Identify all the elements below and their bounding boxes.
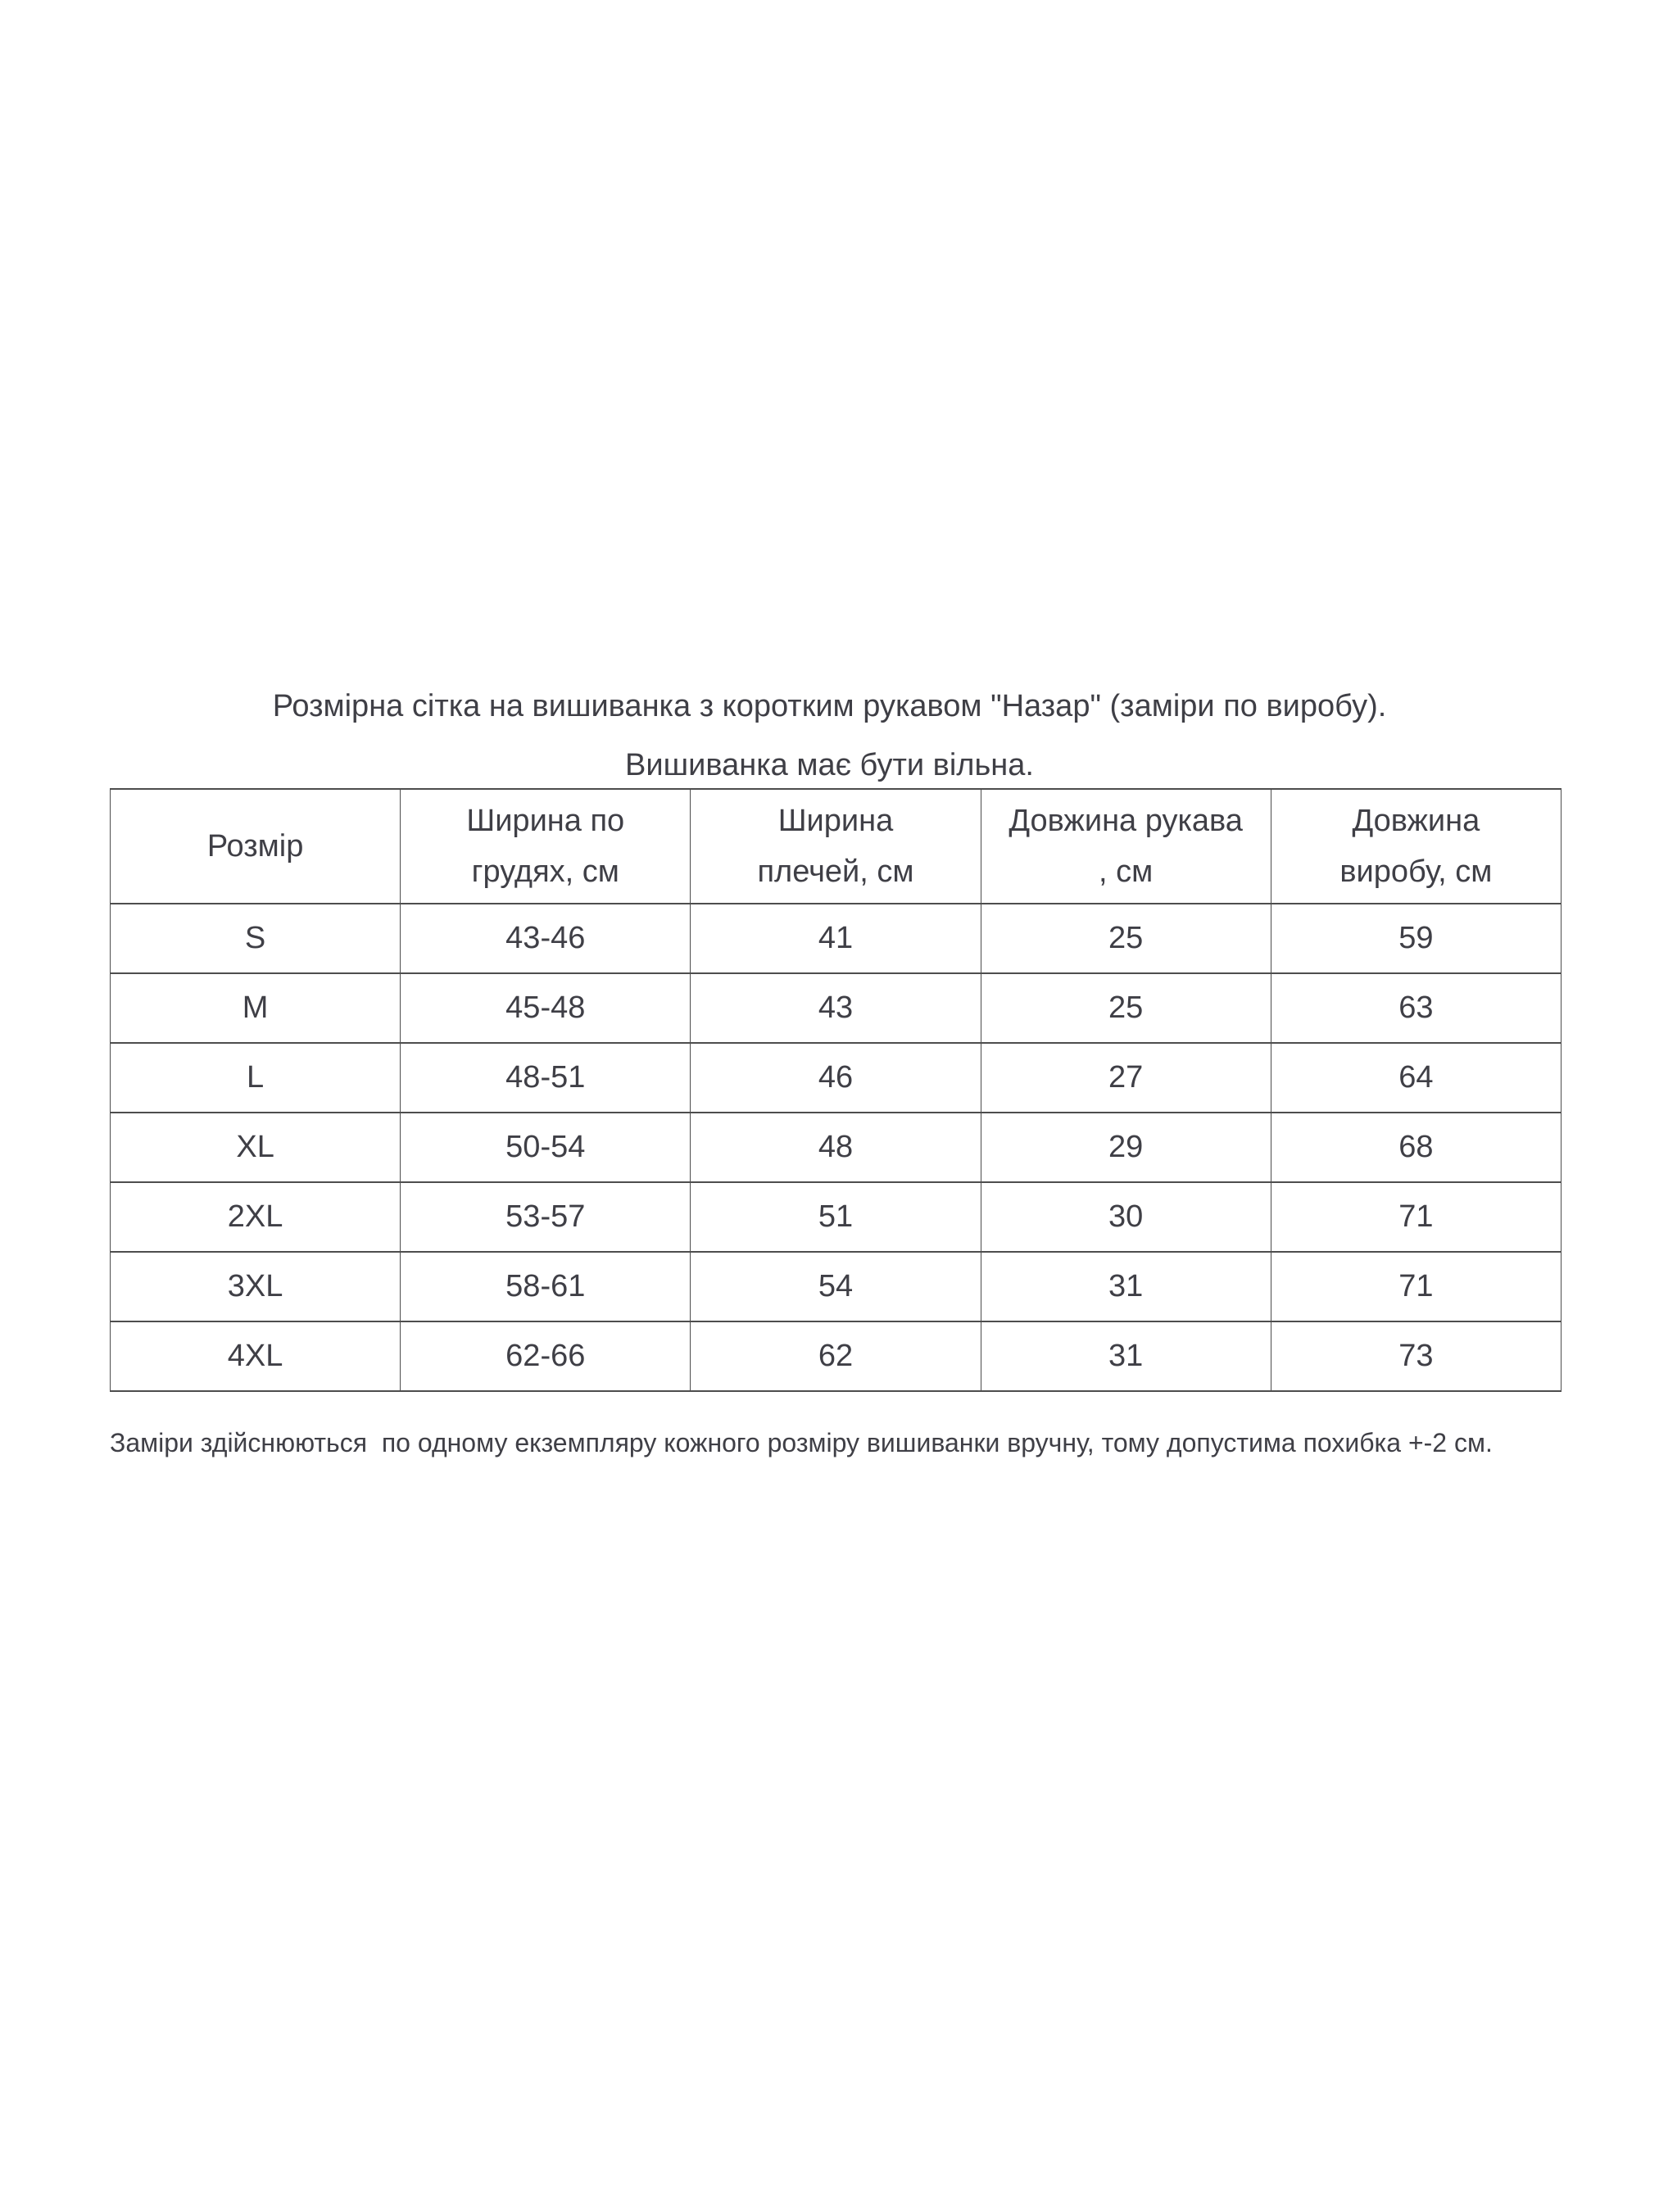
chest-cell: 62-66 bbox=[401, 1321, 691, 1391]
length-cell: 68 bbox=[1271, 1113, 1561, 1182]
length-cell: 71 bbox=[1271, 1252, 1561, 1321]
shoulders-cell: 41 bbox=[691, 904, 981, 973]
sleeve-cell: 31 bbox=[981, 1252, 1271, 1321]
shoulders-cell: 46 bbox=[691, 1043, 981, 1113]
chest-cell: 48-51 bbox=[401, 1043, 691, 1113]
length-cell: 64 bbox=[1271, 1043, 1561, 1113]
shoulders-cell: 51 bbox=[691, 1182, 981, 1252]
footnote: Заміри здійснюються по одному екземпляру кожного розміру вишиванки вручну, тому допустима похибка +-2 см. bbox=[110, 1428, 1493, 1457]
size-cell: 2XL bbox=[111, 1182, 401, 1252]
page-subtitle: Вишиванка має бути вільна. bbox=[625, 748, 1034, 782]
table-row-l bbox=[111, 1043, 1562, 1113]
chest-cell: 58-61 bbox=[401, 1252, 691, 1321]
shoulders-cell: 62 bbox=[691, 1321, 981, 1391]
table-row-s bbox=[111, 904, 1562, 973]
chest-cell: 45-48 bbox=[401, 973, 691, 1043]
size-chart-table bbox=[110, 788, 1562, 1392]
shoulders-cell: 43 bbox=[691, 973, 981, 1043]
length-cell: 59 bbox=[1271, 904, 1561, 973]
table-row-xl bbox=[111, 1113, 1562, 1182]
header-garment-length: Довжина виробу, см bbox=[1271, 789, 1561, 904]
sleeve-cell: 30 bbox=[981, 1182, 1271, 1252]
size-cell: XL bbox=[111, 1113, 401, 1182]
page-title: Розмірна сітка на вишиванка з коротким рукавом "Назар" (заміри по виробу). bbox=[272, 689, 1387, 723]
table-row-4xl bbox=[111, 1321, 1562, 1391]
length-cell: 71 bbox=[1271, 1182, 1561, 1252]
chest-cell: 50-54 bbox=[401, 1113, 691, 1182]
size-cell: M bbox=[111, 973, 401, 1043]
header-size-label: Розмір bbox=[206, 829, 304, 863]
length-cell: 63 bbox=[1271, 973, 1561, 1043]
size-cell: L bbox=[111, 1043, 401, 1113]
header-sleeve-length: Довжина рукава , см bbox=[981, 789, 1271, 904]
shoulders-cell: 54 bbox=[691, 1252, 981, 1321]
size-cell: 4XL bbox=[111, 1321, 401, 1391]
chest-cell: 53-57 bbox=[401, 1182, 691, 1252]
chest-cell: 43-46 bbox=[401, 904, 691, 973]
size-cell: 3XL bbox=[111, 1252, 401, 1321]
table-row-3xl bbox=[111, 1252, 1562, 1321]
sleeve-cell: 25 bbox=[981, 973, 1271, 1043]
header-shoulder-width: Ширина плечей, см bbox=[691, 789, 981, 904]
sleeve-cell: 27 bbox=[981, 1043, 1271, 1113]
table-row-m bbox=[111, 973, 1562, 1043]
shoulders-cell: 48 bbox=[691, 1113, 981, 1182]
size-cell: S bbox=[111, 904, 401, 973]
sleeve-cell: 29 bbox=[981, 1113, 1271, 1182]
header-chest-width: Ширина по грудях, см bbox=[401, 789, 691, 904]
length-cell: 73 bbox=[1271, 1321, 1561, 1391]
header-row bbox=[111, 789, 1562, 904]
header-size bbox=[111, 789, 401, 904]
sleeve-cell: 31 bbox=[981, 1321, 1271, 1391]
sleeve-cell: 25 bbox=[981, 904, 1271, 973]
table-row-2xl bbox=[111, 1182, 1562, 1252]
